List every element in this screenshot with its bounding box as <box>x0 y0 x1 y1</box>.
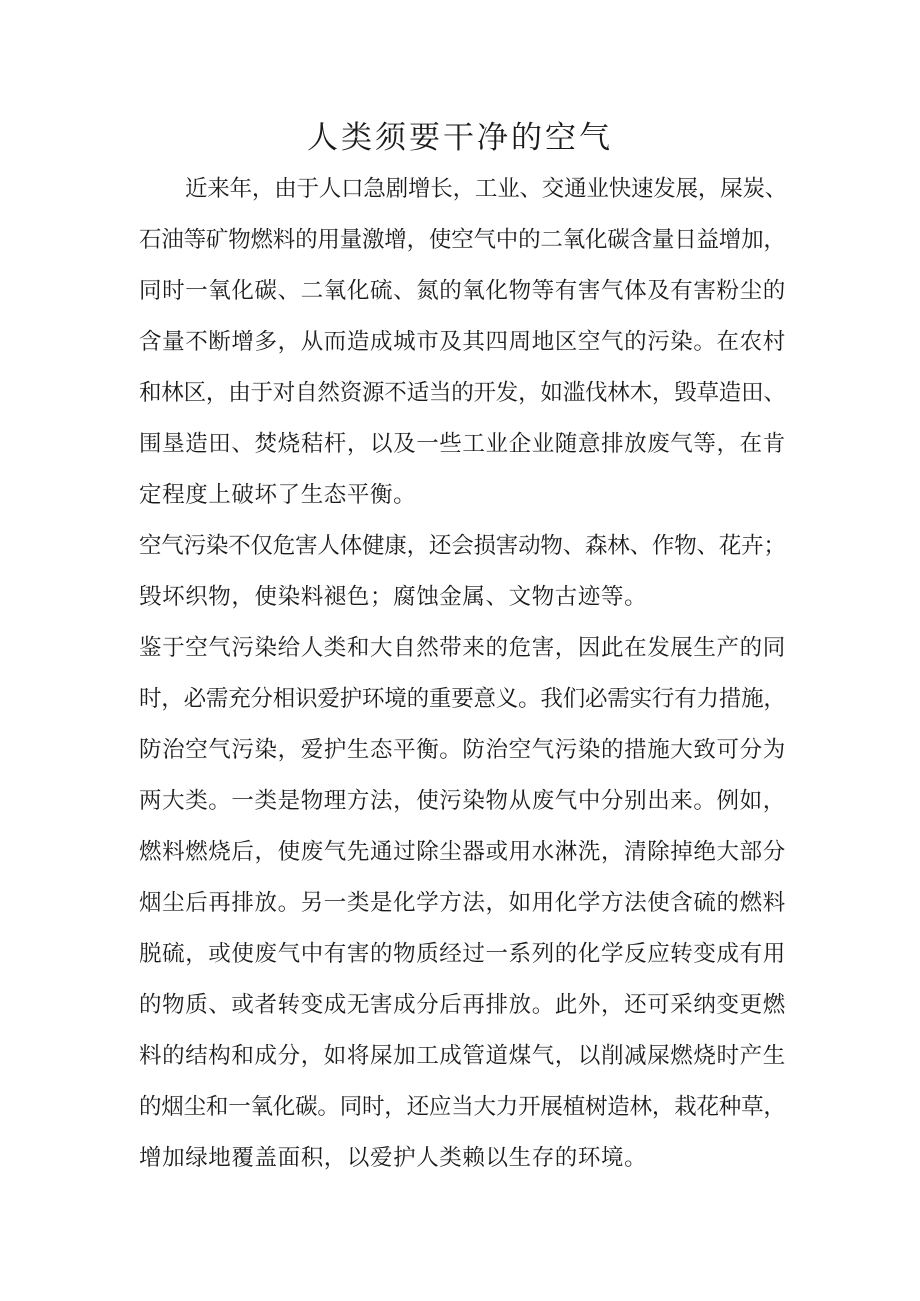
text-line: 定程度上破坏了生态平衡。 <box>139 482 417 508</box>
text-line: 近来年，由于人口急剧增长，工业、交通业快速发展，屎炭、 <box>185 176 788 202</box>
text-line: 烟尘后再排放。另一类是化学方法，如用化学方法使含硫的燃料 <box>139 890 786 916</box>
text-line: 增加绿地覆盖面积，以爱护人类赖以生存的环境。 <box>139 1145 648 1171</box>
text-line: 防治空气污染，爱护生态平衡。防治空气污染的措施大致可分为 <box>139 737 786 763</box>
paragraph-measures <box>139 623 789 1184</box>
document-body <box>139 164 789 1184</box>
text-line: 围垦造田、焚烧秸杆，以及一些工业企业随意排放废气等，在肯 <box>139 431 786 457</box>
text-line: 含量不断增多，从而造成城市及其四周地区空气的污染。在农村 <box>139 329 786 355</box>
document-title: 人类须要干净的空气 <box>307 120 613 156</box>
text-line: 两大类。一类是物理方法，使污染物从废气中分别出来。例如， <box>139 788 786 814</box>
text-line: 时，必需充分相识爱护环境的重要意义。我们必需实行有力措施， <box>139 686 786 712</box>
text-line: 毁坏织物，使染料褪色；腐蚀金属、文物古迹等。 <box>139 584 648 610</box>
text-line: 的物质、或者转变成无害成分后再排放。此外，还可采纳变更燃 <box>139 992 786 1018</box>
text-line: 石油等矿物燃料的用量激增，使空气中的二氧化碳含量日益增加， <box>139 227 786 253</box>
text-line: 同时一氧化碳、二氧化硫、氮的氧化物等有害气体及有害粉尘的 <box>139 278 786 304</box>
paragraph-harm <box>139 521 789 623</box>
text-line: 料的结构和成分，如将屎加工成管道煤气，以削减屎燃烧时产生 <box>139 1043 786 1069</box>
paragraph-intro <box>139 164 789 521</box>
text-line: 鉴于空气污染给人类和大自然带来的危害，因此在发展生产的同 <box>139 635 786 661</box>
text-line: 和林区，由于对自然资源不适当的开发，如滥伐林木，毁草造田、 <box>139 380 786 406</box>
text-line: 空气污染不仅危害人体健康，还会损害动物、森林、作物、花卉； <box>139 533 786 559</box>
text-line: 的烟尘和一氧化碳。同时，还应当大力开展植树造林，栽花种草， <box>139 1094 786 1120</box>
text-line: 燃料燃烧后，使废气先通过除尘器或用水淋洗，清除掉绝大部分 <box>139 839 786 865</box>
text-line: 脱硫，或使废气中有害的物质经过一系列的化学反应转变成有用 <box>139 941 786 967</box>
